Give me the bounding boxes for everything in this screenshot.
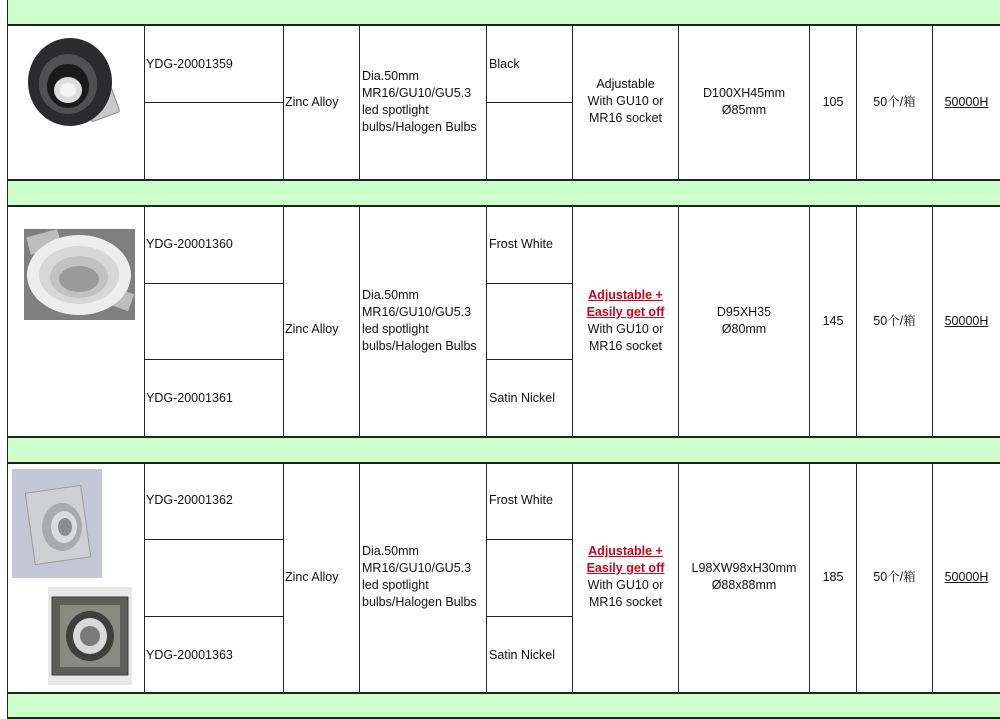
feature-line: MR16 socket [589,339,662,353]
material: Zinc Alloy [285,321,339,336]
grid-line [359,25,360,180]
separator-band [7,692,1000,719]
packing: 50个/箱 [873,569,916,584]
feature-line: With GU10 or [587,322,664,336]
separator-band [7,179,1000,207]
feature-line: MR16 socket [589,111,662,125]
finish-color: Satin Nickel [489,390,555,405]
spec-line: MR16/GU10/GU5.3 [362,305,472,319]
downlight-square-nickel-icon [48,587,132,685]
grid-line [144,206,145,437]
grid-line [283,463,284,693]
feature-text [573,287,678,355]
product-photo-square-nickel [48,587,132,685]
lifetime: 50000H [944,569,989,584]
quantity: 185 [822,569,844,584]
spec-line: Dia.50mm [362,288,419,302]
grid-line [359,463,360,693]
feature-highlight: Easily get off [586,561,665,575]
grid-line [144,283,283,284]
downlight-square-icon [12,469,102,578]
spec-line: led spotlight [362,322,429,336]
packing: 50个/箱 [873,94,916,109]
finish-color: Black [489,56,520,71]
spec-text [362,68,486,136]
grid-line [486,283,572,284]
spec-line: led spotlight [362,103,429,117]
spec-line: bulbs/Halogen Bulbs [362,120,477,134]
lifetime: 50000H [944,313,989,328]
spec-text [362,543,486,611]
grid-line [486,359,572,360]
grid-line [7,0,8,719]
product-code: YDG-20001362 [146,492,233,507]
grid-line [486,539,572,540]
grid-line [283,25,284,180]
feature-line: Adjustable [596,77,655,91]
material: Zinc Alloy [285,569,339,584]
grid-line [144,359,283,360]
dimension-line: Ø80mm [721,322,767,336]
feature-line: With GU10 or [587,94,664,108]
lifetime: 50000H [944,94,989,109]
dimensions [679,560,809,594]
feature-text [573,76,678,127]
grid-line [144,102,283,103]
grid-line [144,539,283,540]
downlight-white-icon [24,229,135,320]
separator-band [7,0,1000,26]
downlight-black-icon [22,28,132,136]
quantity: 105 [822,94,844,109]
spec-line: Dia.50mm [362,69,419,83]
spec-line: led spotlight [362,578,429,592]
grid-line [486,206,487,437]
grid-line [486,463,487,693]
finish-color: Satin Nickel [489,647,555,662]
product-code: YDG-20001363 [146,647,233,662]
product-code: YDG-20001361 [146,390,233,405]
dimension-line: Ø85mm [721,103,767,117]
spec-line: MR16/GU10/GU5.3 [362,561,472,575]
separator-band [7,436,1000,464]
feature-highlight: Adjustable + [588,288,663,302]
dimensions [679,304,809,338]
dimension-line: Ø88x88mm [711,578,777,592]
feature-line: MR16 socket [589,595,662,609]
finish-color: Frost White [489,492,553,507]
spec-text [362,287,486,355]
dimension-line: L98XW98xH30mm [691,561,797,575]
feature-line: With GU10 or [587,578,664,592]
grid-line [144,616,283,617]
finish-color: Frost White [489,236,553,251]
grid-line [486,616,572,617]
dimension-line: D95XH35 [716,305,772,319]
feature-text [573,543,678,611]
product-photo-white-round [24,229,135,320]
product-photo-black-round [22,28,132,136]
dimensions [679,85,809,119]
quantity: 145 [822,313,844,328]
grid-line [359,206,360,437]
packing: 50个/箱 [873,313,916,328]
spec-line: bulbs/Halogen Bulbs [362,339,477,353]
material: Zinc Alloy [285,94,339,109]
spec-line: Dia.50mm [362,544,419,558]
feature-highlight: Adjustable + [588,544,663,558]
product-code: YDG-20001360 [146,236,233,251]
grid-line [486,102,572,103]
feature-highlight: Easily get off [586,305,665,319]
grid-line [283,206,284,437]
spec-line: MR16/GU10/GU5.3 [362,86,472,100]
product-photo-square-satin [12,469,102,578]
dimension-line: D100XH45mm [703,86,785,100]
spec-line: bulbs/Halogen Bulbs [362,595,477,609]
grid-line [144,463,145,693]
product-code: YDG-20001359 [146,56,233,71]
